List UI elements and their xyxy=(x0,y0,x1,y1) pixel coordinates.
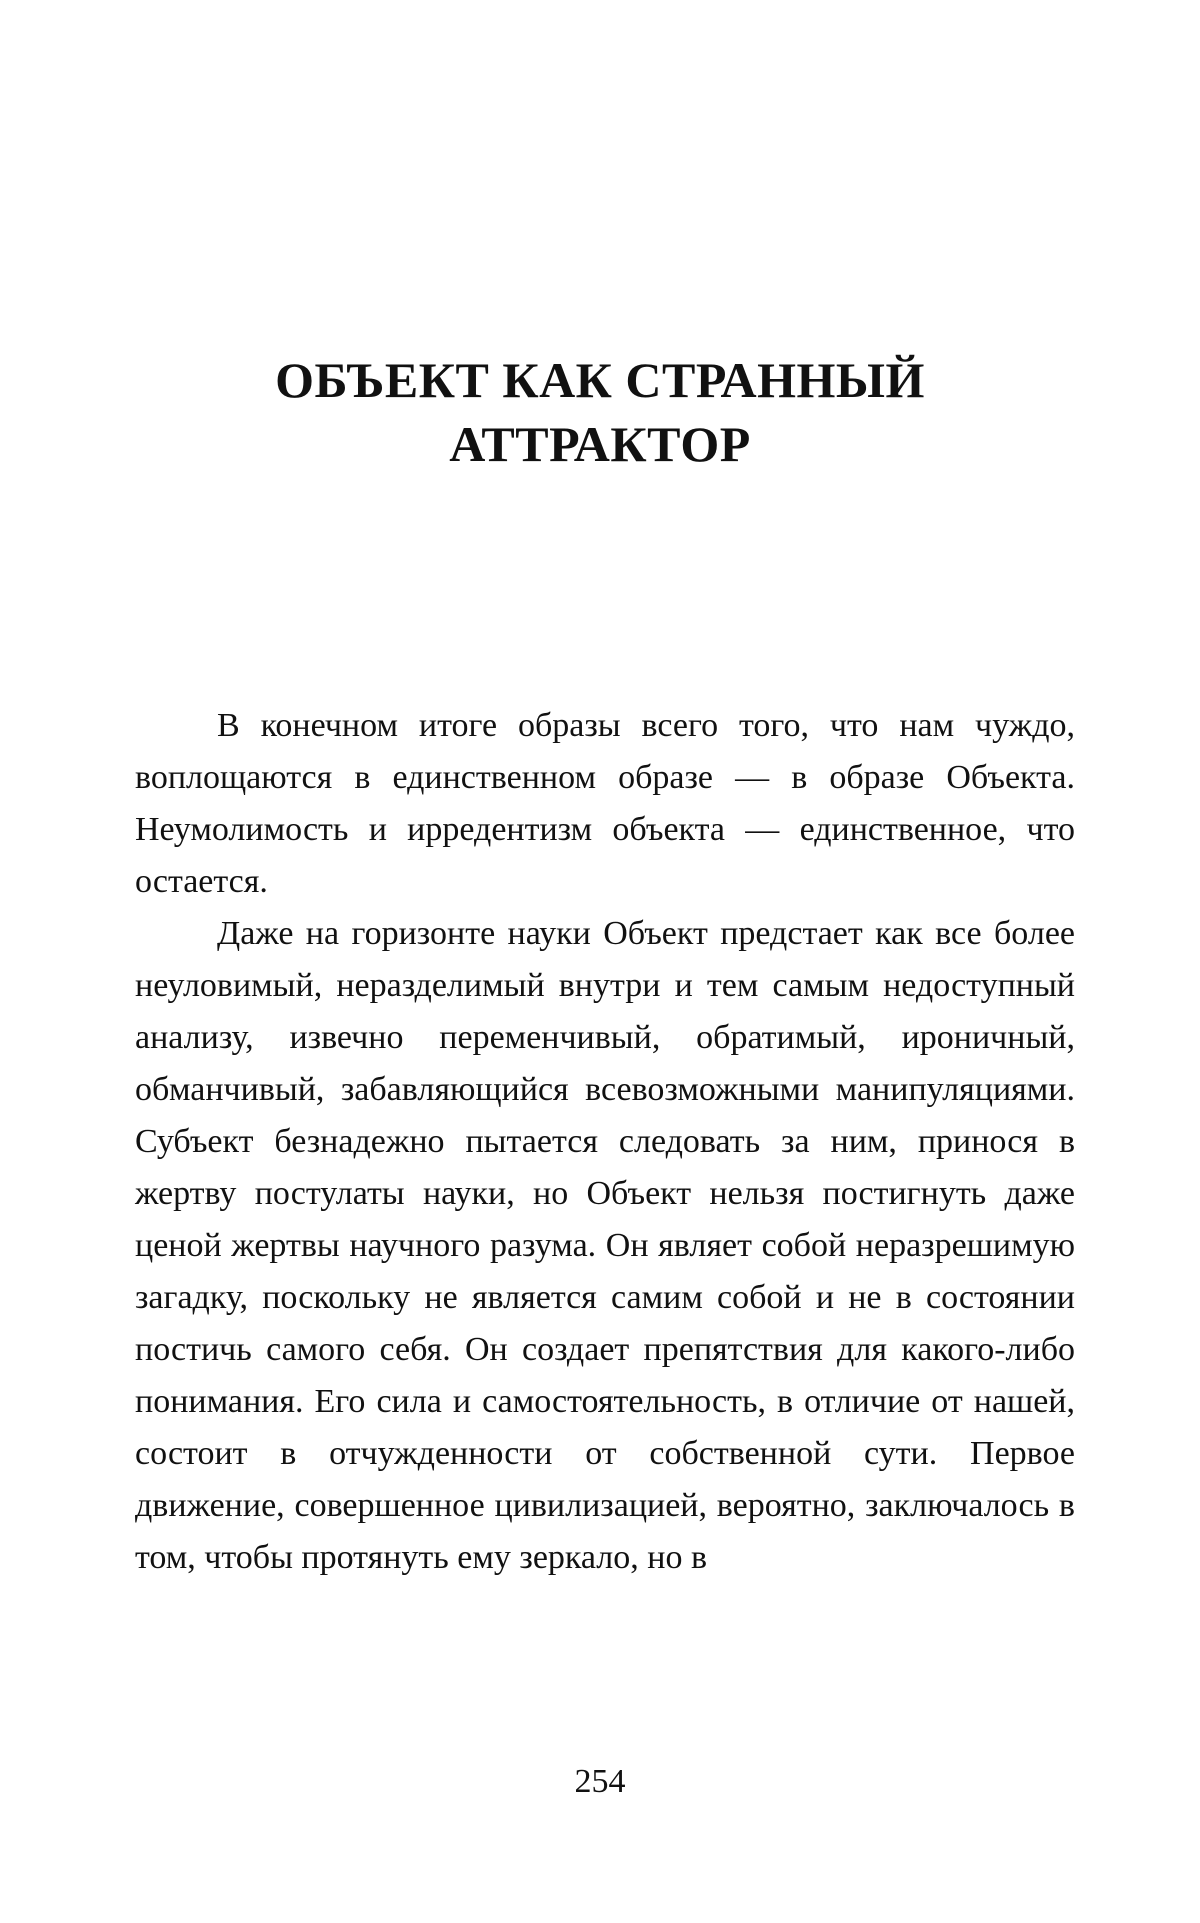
chapter-title xyxy=(0,348,1200,476)
body-text xyxy=(135,700,1075,1584)
chapter-title-line-1: ОБЪЕКТ КАК СТРАННЫЙ xyxy=(275,352,925,408)
chapter-title-line-2: АТТРАКТОР xyxy=(449,416,751,472)
paragraph-2: Даже на горизонте науки Объект предстает как все более неуловимый, неразделимый внутри и тем самым недоступный анализу, извечно переменчивый, обратимый, ироничный, обманчивый, забавляющийся всевозможными манипуляциями. Субъект безнадежно пытается следовать за ним, принося в жертву постулаты науки, но Объект нельзя постигнуть даже ценой жертвы научного разума. Он являет собой неразрешимую загадку, поскольку не является самим собой и не в состоянии постичь самого себя. Он создает препятствия для какого-либо понимания. Его сила и самостоятельность, в отличие от нашей, состоит в отчужденности от собственной сути. Первое движение, совершенное цивилизацией, вероятно, заключалось в том, чтобы протянуть ему зеркало, но в xyxy=(135,915,1075,1576)
paragraph-1: В конечном итоге образы всего того, что нам чуждо, воплощаются в единственном образе — в образе Объекта. Неумолимость и ирредентизм объекта — единственное, что остается. xyxy=(135,707,1075,900)
page-number: 254 xyxy=(574,1763,626,1800)
